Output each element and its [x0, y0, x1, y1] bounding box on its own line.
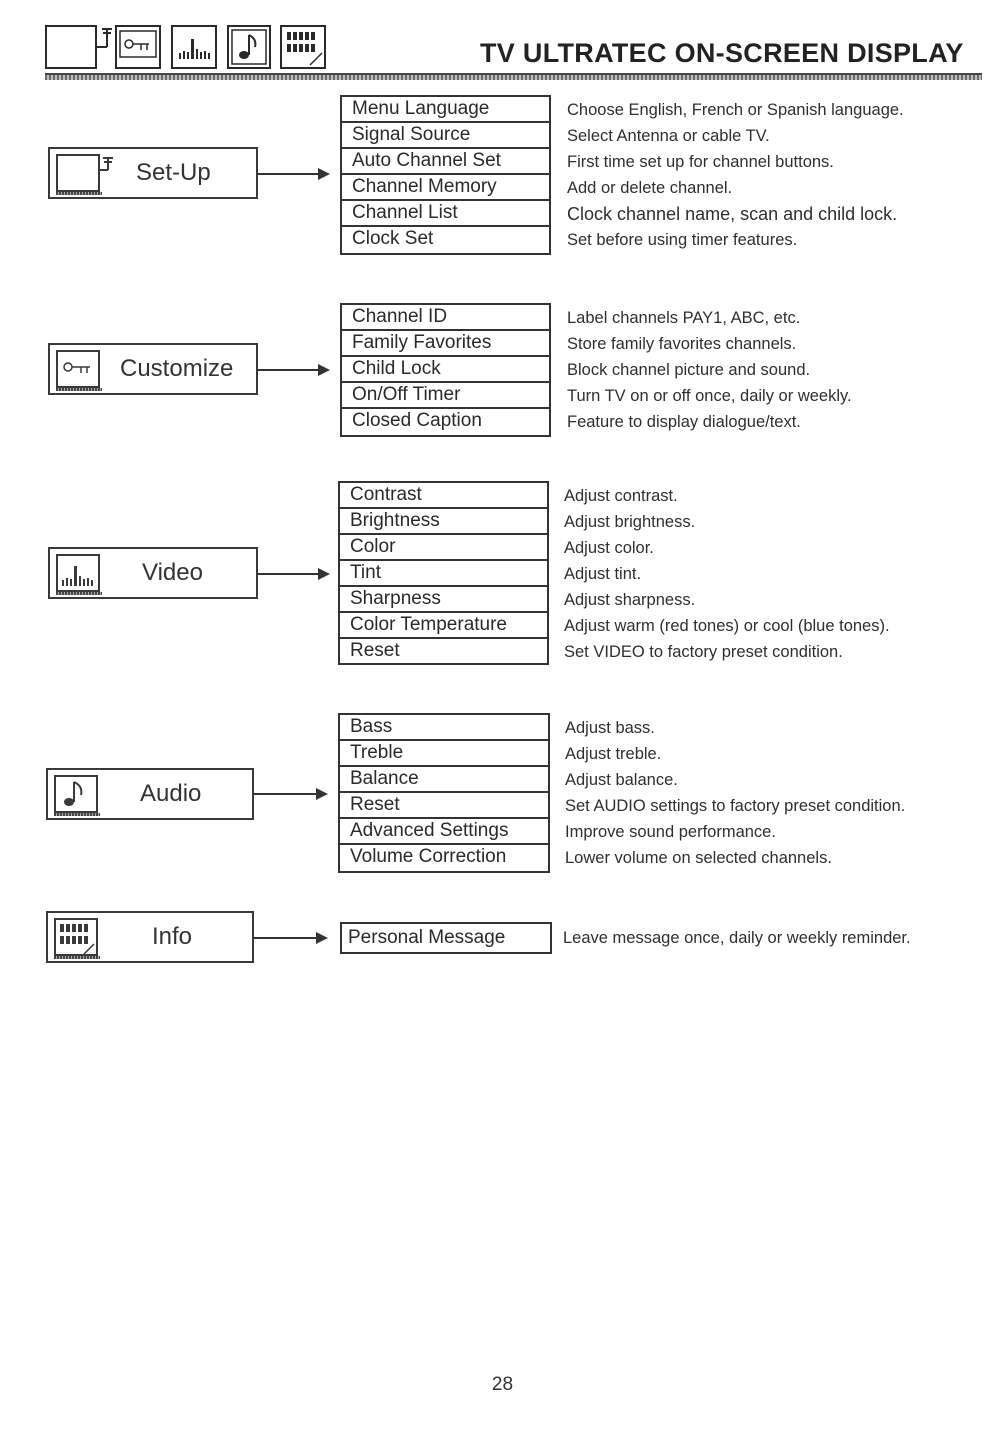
category-label: Customize — [120, 355, 234, 382]
menu-item: Closed Caption — [352, 410, 482, 431]
description-list-info — [563, 925, 911, 951]
menu-item: Reset — [340, 793, 548, 819]
menu-item-description: Feature to display dialogue/text. — [567, 413, 801, 431]
menu-item-description: First time set up for channel buttons. — [567, 153, 834, 171]
page-title: TV ULTRATEC ON-SCREEN DISPLAY — [480, 38, 964, 68]
category-info — [46, 911, 254, 963]
category-customize — [48, 343, 258, 395]
menu-item: Child Lock — [342, 357, 549, 383]
category-audio — [46, 768, 254, 820]
menu-item-description: Adjust treble. — [565, 745, 662, 763]
arrow-icon — [258, 173, 328, 175]
header-tv-antenna-icon — [45, 25, 97, 69]
menu-item-description: Choose English, French or Spanish language. — [567, 101, 904, 119]
category-label: Audio — [140, 780, 202, 807]
menu-item: Family Favorites — [342, 331, 549, 357]
description-list-audio — [565, 715, 905, 871]
menu-item-description: Store family favorites channels. — [567, 335, 797, 353]
key-icon — [56, 350, 100, 388]
header-info-grid-icon — [280, 25, 326, 69]
menu-list-info — [340, 922, 552, 954]
menu-list-video — [338, 481, 549, 665]
arrow-icon — [254, 793, 326, 795]
header-divider — [45, 73, 982, 80]
menu-item: Color Temperature — [340, 613, 547, 639]
category-video — [48, 547, 258, 599]
menu-item: Treble — [340, 741, 548, 767]
menu-item-description: Adjust brightness. — [564, 513, 696, 531]
menu-item-description: Adjust tint. — [564, 565, 642, 583]
info-grid-icon — [54, 918, 98, 956]
menu-item-description: Lower volume on selected channels. — [565, 849, 832, 867]
menu-item-description: Turn TV on or off once, daily or weekly. — [567, 387, 852, 405]
category-label: Info — [152, 923, 193, 950]
menu-item-description: Block channel picture and sound. — [567, 361, 811, 379]
menu-item: Reset — [350, 640, 400, 661]
description-list-video — [564, 483, 890, 665]
menu-item: Bass — [340, 715, 548, 741]
menu-item: Personal Message — [348, 927, 506, 948]
category-label: Set-Up — [136, 159, 211, 186]
menu-item-description: Adjust balance. — [565, 771, 678, 789]
arrow-icon — [258, 573, 328, 575]
menu-item-description: Adjust color. — [564, 539, 654, 557]
menu-list-customize — [340, 303, 551, 437]
menu-item-description: Leave message once, daily or weekly reminder. — [563, 929, 911, 947]
menu-item: Menu Language — [342, 97, 549, 123]
menu-item-description: Adjust contrast. — [564, 487, 678, 505]
menu-item: Clock Set — [352, 228, 434, 249]
menu-item-description: Label channels PAY1, ABC, etc. — [567, 309, 801, 327]
tv-antenna-icon — [56, 154, 100, 192]
menu-item: Sharpness — [340, 587, 547, 613]
menu-item: Volume Correction — [350, 846, 507, 867]
menu-item-description: Adjust bass. — [565, 719, 655, 737]
equalizer-icon — [56, 554, 100, 592]
menu-item-description: Clock channel name, scan and child lock. — [567, 204, 898, 224]
menu-item-description: Set before using timer features. — [567, 231, 798, 249]
arrow-icon — [254, 937, 326, 939]
menu-item: Auto Channel Set — [342, 149, 549, 175]
menu-item: Tint — [340, 561, 547, 587]
description-list-setup — [567, 97, 904, 253]
music-note-icon — [54, 775, 98, 813]
category-label: Video — [142, 559, 203, 586]
menu-item: Signal Source — [342, 123, 549, 149]
menu-item: Brightness — [340, 509, 547, 535]
header-equalizer-icon — [171, 25, 217, 69]
menu-item: On/Off Timer — [342, 383, 549, 409]
menu-item: Channel List — [342, 201, 549, 227]
page-number: 28 — [491, 1374, 514, 1395]
menu-item: Channel ID — [342, 305, 549, 331]
menu-list-setup — [340, 95, 551, 255]
menu-item: Balance — [340, 767, 548, 793]
menu-item-description: Improve sound performance. — [565, 823, 776, 841]
header-music-note-icon — [227, 25, 271, 69]
menu-item: Channel Memory — [342, 175, 549, 201]
menu-list-audio — [338, 713, 550, 873]
arrow-icon — [258, 369, 328, 371]
menu-item: Advanced Settings — [340, 819, 548, 845]
header-key-icon — [115, 25, 161, 69]
menu-item-description: Adjust warm (red tones) or cool (blue tones). — [564, 617, 890, 635]
menu-item: Contrast — [340, 483, 547, 509]
description-list-customize — [567, 305, 852, 435]
menu-item-description: Adjust sharpness. — [564, 591, 696, 609]
menu-item: Color — [340, 535, 547, 561]
category-setup — [48, 147, 258, 199]
menu-item-description: Select Antenna or cable TV. — [567, 127, 770, 145]
menu-item-description: Set AUDIO settings to factory preset condition. — [565, 797, 906, 815]
menu-item-description: Set VIDEO to factory preset condition. — [564, 643, 843, 661]
menu-item-description: Add or delete channel. — [567, 179, 733, 197]
